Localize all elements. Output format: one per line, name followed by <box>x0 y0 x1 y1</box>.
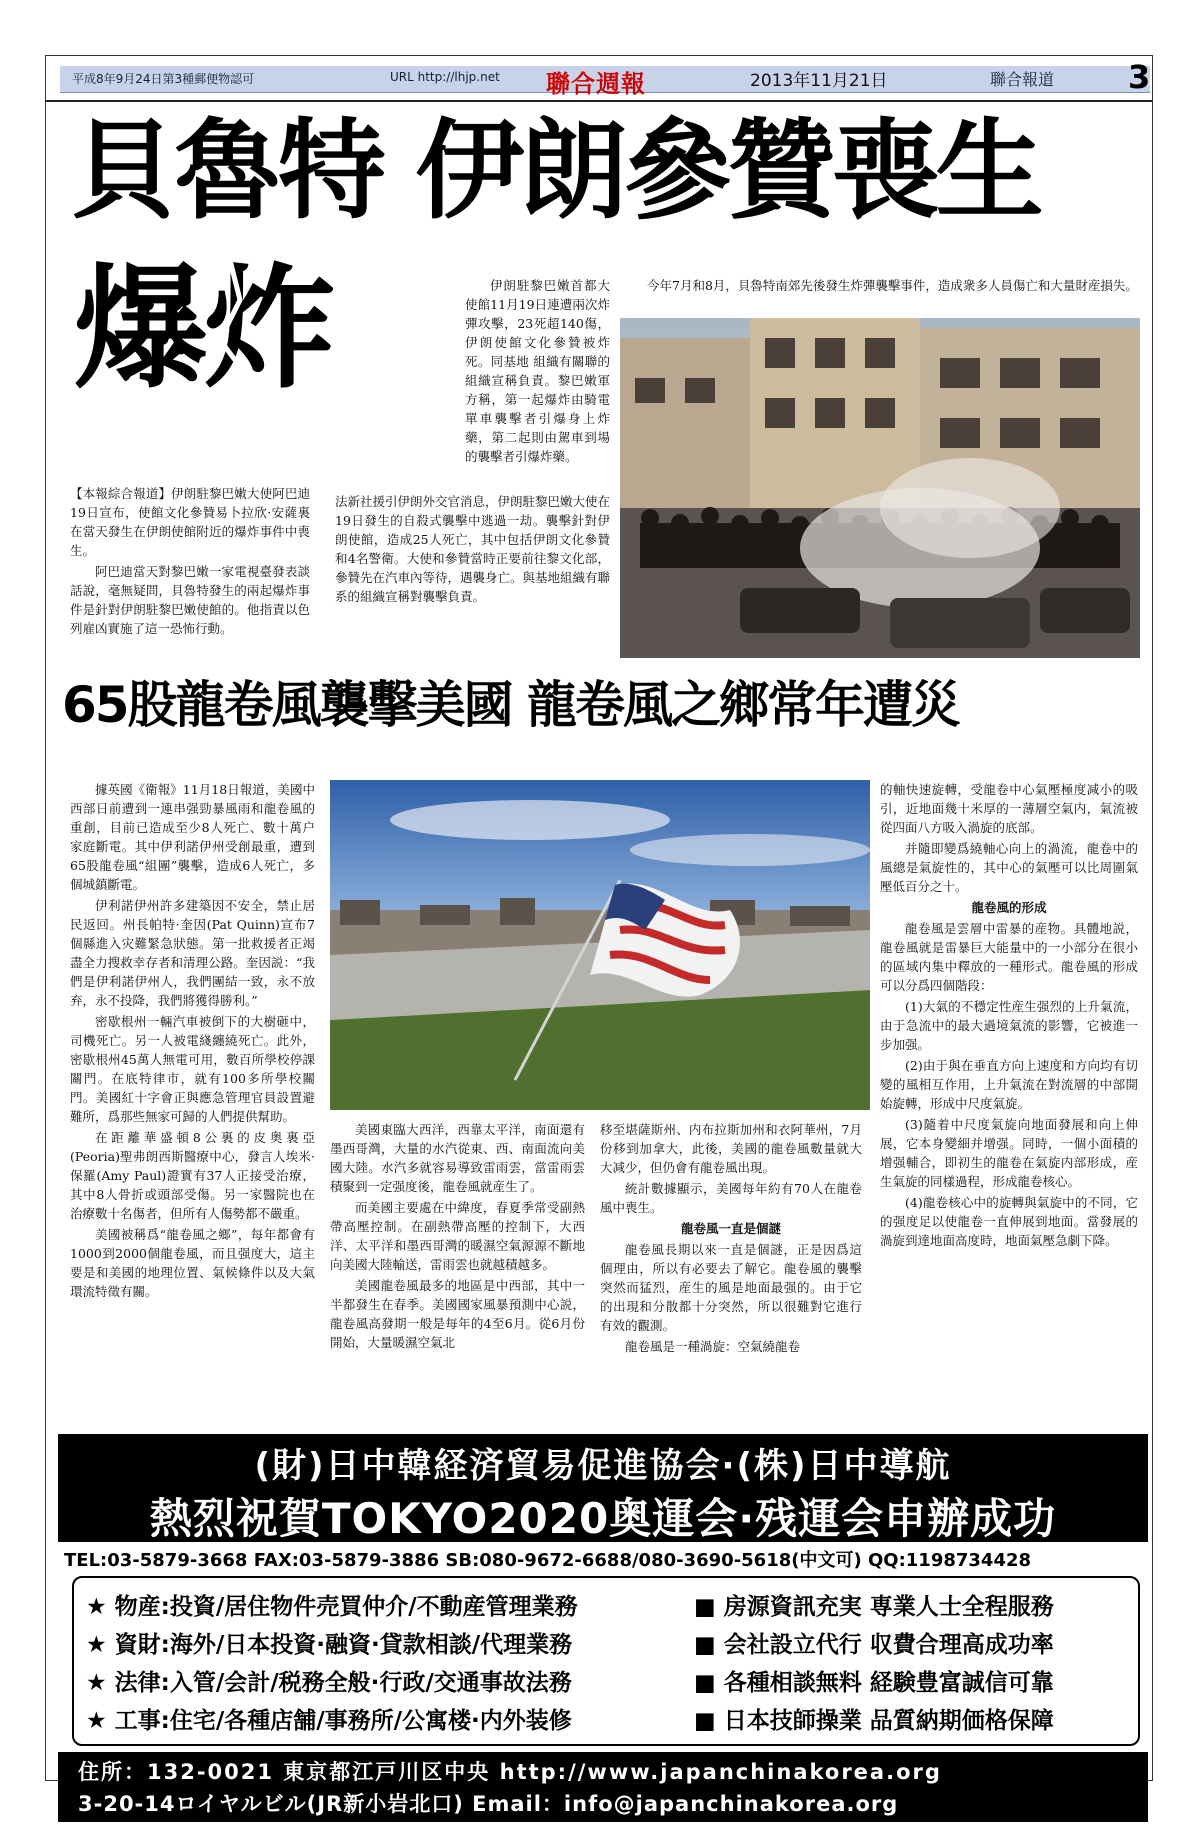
article2-col2-para: 美國東臨大西洋，西靠太平洋，南面還有墨西哥灣，大量的水汽從東、西、南面流向美國大陸。水汽多就容易導致雷雨雲，當雷雨雲積聚到一定强度後，龍卷風就産生了。 <box>330 1122 585 1194</box>
ad-contact-line: TEL:03-5879-3668 FAX:03-5879-3886 SB:080-9672-6688/080-3690-5618(中文可) QQ:1198734428 <box>64 1550 1032 1571</box>
article2-col1-para: 據英國《衛報》11月18日報道，美國中西部日前遭到一連串强勁暴風雨和龍卷風的重創，目前已造成至少8人死亡、數十萬户家庭斷電。其中伊利諾伊州受創最重，遭到65股龍卷風“組團”襲擊，造成6人死亡，多個城鎮斷電。 <box>70 782 315 892</box>
postal-permit: 平成8年9月24日第3種郵便物認可 <box>72 72 255 86</box>
article2-col4-para: (4)龍卷核心中的旋轉與氣旋中的不同，它的强度足以使龍卷一直伸展到地面。當發展的渦旋到達地面高度時，地面氣壓急劇下降。 <box>880 1195 1138 1248</box>
article1-col3-para: 今年7月和8月，貝魯特南郊先後發生炸彈襲擊事件，造成衆多人員傷亡和大量財産損失。 <box>647 278 1138 293</box>
article2-col1-para: 美國被稱爲“龍卷風之鄉”，每年都會有1000到2000個龍卷風，而且强度大，這主要是和美國的地理位置、氣候條件以及大氣環流特徵有關。 <box>70 1227 315 1299</box>
article2-col2-para: 美國龍卷風最多的地區是中西部，其中一半都發生在春季。美國國家風暴預測中心説，龍卷風高發期一般是每年的4至6月。從6月份開始，大量暖濕空氣北 <box>330 1278 585 1350</box>
article2-col4-para: (1)大氣的不穩定性産生强烈的上升氣流，由于急流中的最大過境氣流的影響，它被進一步加强。 <box>880 999 1138 1052</box>
issue-date: 2013年11月21日 <box>750 71 888 91</box>
ad-feature-item: ■ 日本技師操業 品質納期価格保障 <box>694 1708 1054 1734</box>
article1-col2-para: 伊朗駐黎巴嫩首都大使館11月19日連遭兩次炸彈攻擊，23死超140傷，伊朗使館文化參贊被炸死。同基地 組織有關聯的組織宣稱負責。黎巴嫩軍方稱，第一起爆炸由騎電單車襲擊者引爆身上炸藥，第二起則由駕車到場的襲擊者引爆炸藥。 <box>465 278 610 464</box>
article2-col4-para: (3)隨着中尺度氣旋向地面發展和向上伸展，它本身變細并增强。同時，一個小面積的增强輔合，即初生的龍卷在氣旋内部形成，産生氣旋的同樣過程，形成龍卷核心。 <box>880 1117 1138 1189</box>
ad-services-box <box>72 1576 1140 1746</box>
crack-decoration <box>60 251 460 440</box>
article1-column-2b <box>335 492 610 608</box>
article1-headline: 貝魯特 伊朗參贊喪生 <box>70 109 1040 234</box>
article2-col3-para: 龍卷風長期以來一直是個謎，正是因爲這個理由，所以有必要去了解它。龍卷風的襲擊突然而猛烈，産生的風是地面最强的。由于它的出現和分散都十分突然，所以很難對它進行有效的觀測。 <box>600 1242 862 1333</box>
article1-headline-explosion: 爆炸 <box>74 251 331 407</box>
article2-col2-para: 而美國主要處在中緯度，春夏季常受副熱帶高壓控制。在副熱帶高壓的控制下，大西洋、太平洋和墨西哥灣的暖濕空氣源源不斷地向美國大陸輸送，雷雨雲也就越積越多。 <box>330 1200 585 1272</box>
ad-address-line: 住所：132-0021 東京都江戸川区中央 http://www.japanchinakorea.org <box>78 1760 942 1784</box>
masthead-bar <box>60 58 1151 98</box>
beirut-explosion-photo <box>620 318 1140 658</box>
header-divider <box>45 100 1153 102</box>
ad-email-line: 3-20-14ロイヤルビル(JR新小岩北口) Email：info@japanchinakorea.org <box>78 1792 899 1816</box>
article1-col2-para: 法新社援引伊朗外交官消息，伊朗駐黎巴嫩大使在19日發生的自殺式襲擊中逃過一劫。襲擊針對伊朗使館，造成25人死亡，其中包括伊朗文化參贊和4名警衛。大使和參贊當時正要前往黎文化部，參贊先在汽車內等待，遇襲身亡。與基地組織有聯系的組織宣稱對襲擊負責。 <box>335 494 611 604</box>
article2-col4-para: 的軸快速旋轉，受龍卷中心氣壓極度减小的吸引，近地面幾十米厚的一薄層空氣内，氣流被從四面八方吸入渦旋的底部。 <box>880 782 1138 835</box>
article1-column-3 <box>622 276 1140 297</box>
site-url[interactable]: URL http://lhjp.net <box>390 70 500 84</box>
section-name: 聯合報道 <box>990 70 1055 89</box>
article2-col3-subhead: 龍卷風一直是個謎 <box>680 1221 781 1236</box>
article2-column-2 <box>330 1120 585 1354</box>
article2-column-4 <box>880 780 1138 1252</box>
article2-col1-para: 在距離華盛頓8公裏的皮奥裏亞(Peoria)聖弗朗西斯醫療中心，發言人埃米·保羅(Amy Paul)證實有37人正接受治療，其中8人骨折或頭部受傷。另一家醫院也在治療數十名傷者，但所有人傷勢都不嚴重。 <box>70 1130 315 1221</box>
article2-col4-para: 并隨即變爲繞軸心向上的渦流，龍卷中的風總是氣旋性的，其中心的氣壓可以比周圍氣壓低百分之十。 <box>880 841 1138 894</box>
ad-company-line: (財)日中韓経済貿易促進協会·(株)日中導航 <box>254 1446 952 1486</box>
brand-logo: 聯合週報 <box>546 70 646 98</box>
ad-service-item: ★ 工事:住宅/各種店舗/事務所/公寓楼·内外装修 <box>86 1708 572 1734</box>
article2-headline: 65股龍卷風襲擊美國 龍卷風之鄉常年遭災 <box>62 676 959 734</box>
ad-service-item: ★ 法律:入管/会計/税務全般·行政/交通事故法務 <box>86 1670 572 1696</box>
tornado-flag-photo <box>330 780 870 1110</box>
ad-service-item: ★ 資財:海外/日本投資·融資·貸款相談/代理業務 <box>86 1632 573 1658</box>
ad-footer <box>58 1752 1148 1822</box>
article2-col4-subhead: 龍卷風的形成 <box>971 900 1047 915</box>
article1-column-1 <box>70 484 310 640</box>
article1-col1-para: 阿巴迪當天對黎巴嫩一家電視臺發表談話說，毫無疑問，貝魯特發生的兩起爆炸事件是針對伊朗駐黎巴嫩使館的。他指責以色列雇凶實施了這一恐怖行動。 <box>70 564 310 636</box>
article2-col3-para: 統計數據顯示，美國每年約有70人在龍卷風中喪生。 <box>600 1181 862 1215</box>
article2-col1-para: 伊利諾伊州許多建築因不安全，禁止居民返回。州長帕特·奎因(Pat Quinn)宣布7個縣進入灾難緊急狀態。第一批救援者正竭盡全力搜救幸存者和清理公路。奎因説：“我們是伊利諾伊州人，我們團結一致，永不放弃，永不投降，我們將獲得勝利。” <box>70 898 315 1008</box>
article2-col4-para: 龍卷風是雲層中雷暴的産物。具體地説，龍卷風就是雷暴巨大能量中的一小部分在很小的區域内集中釋放的一種形式。龍卷風的形成可以分爲四個階段： <box>880 921 1138 993</box>
ad-feature-item: ■ 各種相談無料 経験豊富誠信可靠 <box>694 1670 1054 1696</box>
ad-congrats-line: 熱烈祝賀TOKYO2020奥運会·残運会申辦成功 <box>149 1494 1057 1543</box>
page-number: 3 <box>1128 58 1151 96</box>
article2-col3-para: 龍卷風是一種渦旋：空氣繞龍卷 <box>625 1339 801 1354</box>
article1-col1-para: 【本報綜合報道】伊朗駐黎巴嫩大使阿巴迪19日宣布，使館文化參贊易卜拉欣·安薩裏在當天發生在伊朗使館附近的爆炸事件中喪生。 <box>70 486 310 558</box>
article2-col4-para: (2)由于與在垂直方向上速度和方向均有切變的風相互作用，上升氣流在對流層的中部開始旋轉，形成中尺度氣旋。 <box>880 1058 1138 1111</box>
ad-banner <box>58 1434 1148 1542</box>
ad-feature-item: ■ 房源資訊充実 専業人士全程服務 <box>694 1594 1054 1620</box>
article2-column-3 <box>600 1120 862 1358</box>
article2-col3-para: 移至堪薩斯州、内布拉斯加州和衣阿華州，7月份移到加拿大，此後，美國的龍卷風數量就大大减少，但仍會有龍卷風出現。 <box>600 1122 862 1175</box>
article2-column-1 <box>70 780 315 1303</box>
ad-feature-item: ■ 会社設立代行 収費合理高成功率 <box>694 1632 1054 1658</box>
article1-column-2a <box>465 276 610 494</box>
ad-service-item: ★ 物産:投資/居住物件売買仲介/不動産管理業務 <box>86 1594 578 1620</box>
article2-col1-para: 密歇根州一輛汽車被倒下的大樹砸中，司機死亡。另一人被電綫纏繞死亡。此外，密歇根州45萬人無電可用，數百所學校停課關門。在底特律市，就有100多所學校關門。美國紅十字會正與應急管理官員設置避難所，爲那些無家可歸的人們提供幫助。 <box>70 1014 315 1124</box>
